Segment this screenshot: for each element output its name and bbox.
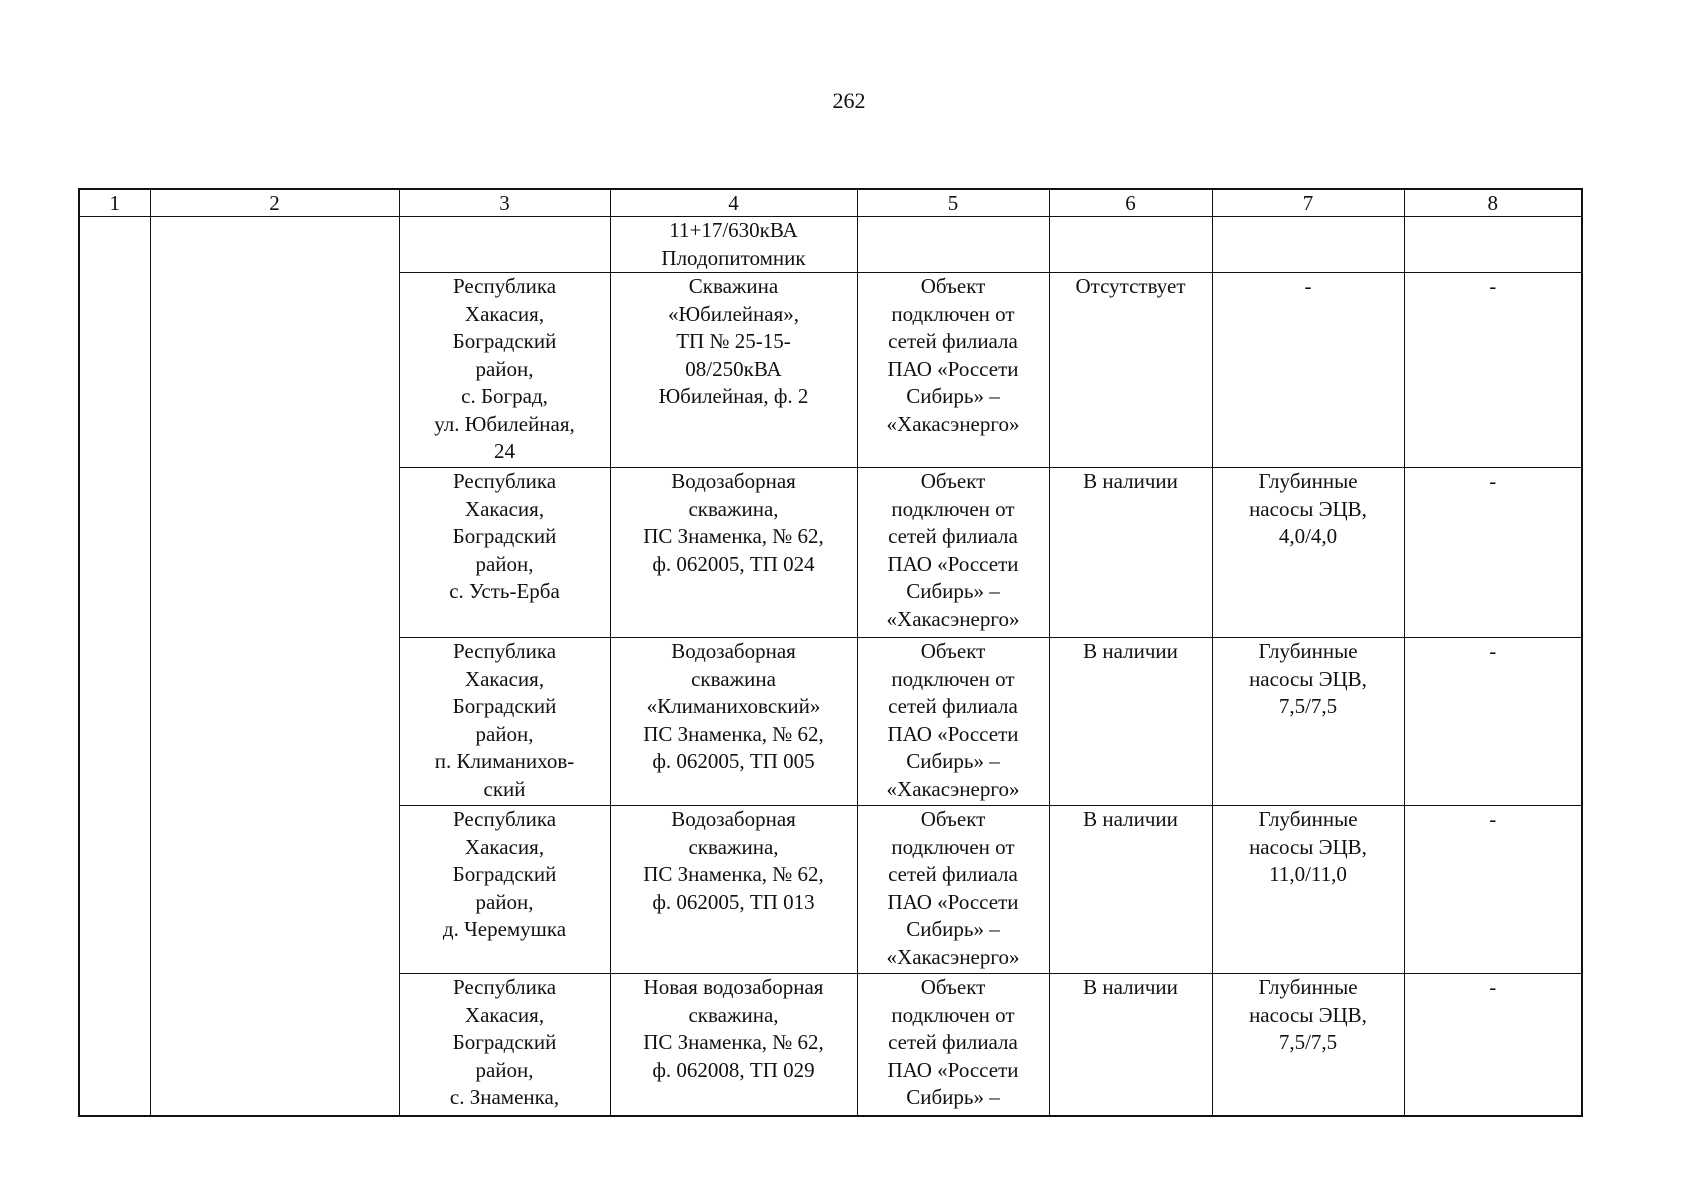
cell-line: Объект [920,975,986,999]
cell-line: Республика [452,975,557,999]
address-cell [399,273,610,468]
cell-line: подключен от [891,834,1015,859]
cell-line: скважина, [688,834,779,859]
address-cell [399,468,610,638]
column-number: 5 [857,189,1049,217]
connection-cell [857,638,1049,806]
object-cell [610,638,857,806]
column-number: 6 [1049,189,1212,217]
cell-line: район, [475,551,534,576]
cell-line: Боградский [452,694,557,718]
cell-line: насосы ЭЦВ, [1249,496,1367,521]
table-row [79,217,1582,273]
cell-line: «Хакасэнерго» [886,411,1020,436]
cell-line: ПАО «Россети [887,356,1019,381]
cell-line: Республика [452,274,557,298]
cell-line: Объект [920,639,986,663]
cell-line: 4,0/4,0 [1278,524,1338,548]
cell-line: район, [475,721,534,746]
cell-line: Боградский [452,524,557,548]
cell-line: Хакасия, [464,666,545,691]
cell-line: ф. 062005, ТП 013 [652,889,815,914]
cell-line: ПАО «Россети [887,551,1019,576]
cell-line: ТП № 25-15- [676,329,791,353]
cell-line: подключен от [891,1002,1015,1027]
cell-line: «Юбилейная», [667,301,799,326]
availability-cell: Отсутствует [1049,273,1212,468]
connection-cell [857,974,1049,1116]
note-cell [1404,217,1582,273]
cell-line: скважина [691,666,776,691]
cell-line: Объект [920,807,986,831]
cell-line: сетей филиала [888,862,1018,886]
cell-line: скважина, [688,496,779,521]
note-cell: - [1404,468,1582,638]
connection-cell [857,468,1049,638]
cell-line: насосы ЭЦВ, [1249,1002,1367,1027]
cell-line: с. Знаменка, [449,1085,560,1109]
cell-line: Скважина [688,274,779,298]
equipment-cell [1212,638,1404,806]
cell-line: сетей филиала [888,1030,1018,1054]
cell-line: Боградский [452,1030,557,1054]
object-cell [610,217,857,273]
cell-line: насосы ЭЦВ, [1249,666,1367,691]
cell-line: ф. 062005, ТП 024 [652,551,815,576]
cell-line: Водозаборная [671,807,796,831]
cell-line: Хакасия, [464,496,545,521]
cell-line: Плодопитомник [661,245,806,270]
column-1-cell [79,217,150,1116]
cell-line: Сибирь» – [906,917,1000,941]
cell-line: ул. Юбилейная, [434,411,575,436]
cell-line: насосы ЭЦВ, [1249,834,1367,859]
address-cell [399,638,610,806]
cell-line: сетей филиала [888,524,1018,548]
cell-line: район, [475,1057,534,1082]
equipment-cell [1212,974,1404,1116]
column-number: 8 [1404,189,1582,217]
cell-line: с. Усть-Ерба [449,579,560,603]
cell-line: 24 [494,439,515,463]
object-cell [610,468,857,638]
cell-line: Сибирь» – [906,1085,1000,1109]
connection-cell [857,806,1049,974]
column-number: 7 [1212,189,1404,217]
object-cell [610,806,857,974]
note-cell: - [1404,806,1582,974]
cell-line: 11,0/11,0 [1269,862,1347,886]
note-cell: - [1404,273,1582,468]
cell-line: подключен от [891,301,1015,326]
cell-line: ПС Знаменка, № 62, [643,524,824,548]
availability-cell: В наличии [1049,638,1212,806]
note-cell: - [1404,638,1582,806]
cell-line: район, [475,356,534,381]
cell-line: подключен от [891,496,1015,521]
cell-line: Глубинные [1258,639,1358,663]
cell-line: Сибирь» – [906,384,1000,408]
cell-line: 7,5/7,5 [1278,694,1338,718]
cell-line: Сибирь» – [906,749,1000,773]
cell-line: 7,5/7,5 [1278,1030,1338,1054]
cell-line: с. Боград, [461,384,548,408]
column-number: 4 [610,189,857,217]
cell-line: Юбилейная, ф. 2 [658,384,809,408]
object-cell [610,273,857,468]
cell-line: Сибирь» – [906,579,1000,603]
cell-line: ПС Знаменка, № 62, [643,1030,824,1054]
cell-line: ПАО «Россети [887,889,1019,914]
note-cell: - [1404,974,1582,1116]
cell-line: 08/250кВА [685,356,782,381]
cell-line: «Хакасэнерго» [886,776,1020,801]
availability-cell: В наличии [1049,974,1212,1116]
cell-line: Глубинные [1258,469,1358,493]
cell-line: Хакасия, [464,834,545,859]
cell-line: д. Черемушка [442,917,567,941]
column-number: 2 [150,189,399,217]
column-number: 3 [399,189,610,217]
cell-line: ф. 062005, ТП 005 [652,749,815,773]
cell-line: подключен от [891,666,1015,691]
address-cell [399,217,610,273]
object-cell [610,974,857,1116]
cell-line: скважина, [688,1002,779,1027]
availability-cell: В наличии [1049,806,1212,974]
cell-line: ПС Знаменка, № 62, [643,862,824,886]
cell-line: Водозаборная [671,639,796,663]
cell-line: сетей филиала [888,329,1018,353]
cell-line: район, [475,889,534,914]
cell-line: Хакасия, [464,1002,545,1027]
column-2-cell [150,217,399,1116]
cell-line: Глубинные [1258,975,1358,999]
connection-cell [857,217,1049,273]
cell-line: Хакасия, [464,301,545,326]
availability-cell: В наличии [1049,468,1212,638]
cell-line: «Климаниховский» [646,694,821,718]
cell-line: «Хакасэнерго» [886,606,1020,631]
equipment-cell [1212,468,1404,638]
cell-line: ПС Знаменка, № 62, [643,721,824,746]
address-cell [399,974,610,1116]
cell-line: Республика [452,639,557,663]
cell-line: Объект [920,274,986,298]
equipment-cell [1212,273,1404,468]
cell-line: сетей филиала [888,694,1018,718]
connection-cell [857,273,1049,468]
cell-line: Республика [452,469,557,493]
cell-line: п. Климанихов- [434,749,575,773]
cell-line: Боградский [452,862,557,886]
cell-line: «Хакасэнерго» [886,944,1020,969]
cell-line: ф. 062008, ТП 029 [652,1057,815,1082]
cell-line: - [1304,274,1312,298]
cell-line: Боградский [452,329,557,353]
data-table [78,188,1583,1117]
address-cell [399,806,610,974]
cell-line: 11+17/630кВА [669,218,798,242]
availability-cell [1049,217,1212,273]
cell-line: ПАО «Россети [887,1057,1019,1082]
page-number: 262 [832,88,866,113]
cell-line: Объект [920,469,986,493]
cell-line: Новая водозаборная [643,975,824,999]
equipment-cell [1212,217,1404,273]
cell-line: Республика [452,807,557,831]
cell-line: ский [483,776,526,801]
column-number: 1 [79,189,150,217]
cell-line: ПАО «Россети [887,721,1019,746]
cell-line: Глубинные [1258,807,1358,831]
cell-line: Водозаборная [671,469,796,493]
column-number-row [79,189,1582,217]
equipment-cell [1212,806,1404,974]
